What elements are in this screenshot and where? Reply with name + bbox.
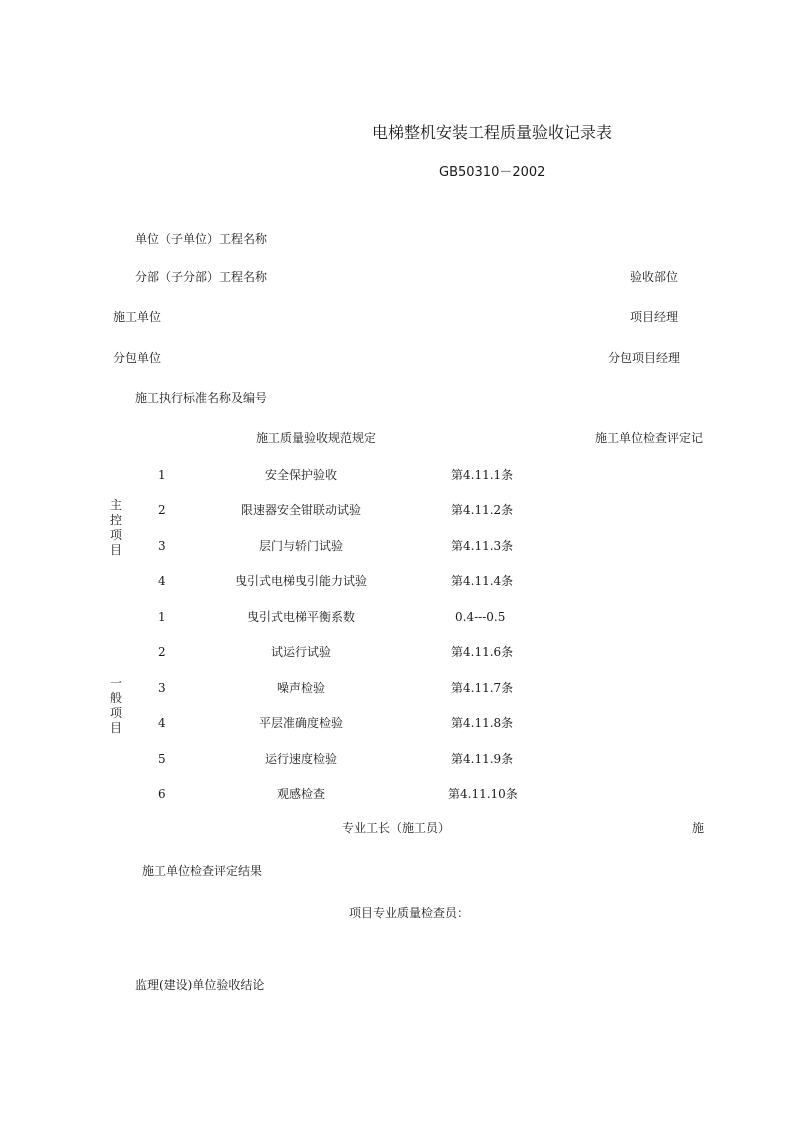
item-number: 3 xyxy=(158,539,166,553)
item-clause: 第4.11.4条 xyxy=(451,574,514,588)
construction-unit-label: 施工单位 xyxy=(113,310,162,324)
foreman-label: 专业工长（施工员） xyxy=(342,821,451,835)
item-clause: 第4.11.7条 xyxy=(451,681,514,695)
item-number: 5 xyxy=(158,752,166,766)
subcontract-unit-label: 分包单位 xyxy=(113,351,162,365)
item-clause: 第4.11.2条 xyxy=(451,503,514,517)
item-clause: 第4.11.10条 xyxy=(448,787,518,801)
general-group-label: 一般项目 xyxy=(109,676,122,735)
item-name: 运行速度检验 xyxy=(264,752,338,766)
item-name: 平层准确度检验 xyxy=(258,716,344,730)
unit-project-label: 单位（子单位）工程名称 xyxy=(135,232,268,246)
construction-result-label: 施工单位检查评定结果 xyxy=(142,864,263,878)
check-record-column-header: 施工单位检查评定记 xyxy=(595,431,704,445)
standard-code: GB50310－2002 xyxy=(439,165,546,180)
sub-project-label: 分部（子分部）工程名称 xyxy=(135,270,268,284)
quality-inspector-label: 项目专业质量检查员： xyxy=(349,906,470,920)
project-manager-label: 项目经理 xyxy=(630,310,679,324)
item-name: 曳引式电梯曳引能力试验 xyxy=(234,574,368,588)
subcontract-manager-label: 分包项目经理 xyxy=(608,351,681,365)
item-name: 层门与轿门试验 xyxy=(258,539,344,553)
item-number: 1 xyxy=(158,468,166,482)
item-clause: 第4.11.3条 xyxy=(451,539,514,553)
item-clause: 第4.11.6条 xyxy=(451,645,514,659)
item-number: 1 xyxy=(158,610,166,624)
item-number: 2 xyxy=(158,645,166,659)
item-clause: 第4.11.8条 xyxy=(451,716,514,730)
item-clause: 第4.11.1条 xyxy=(451,468,514,482)
item-number: 2 xyxy=(158,503,166,517)
item-name: 试运行试验 xyxy=(270,645,332,659)
main-group-label: 主控项目 xyxy=(109,498,122,557)
supervision-conclusion-label: 监理(建设)单位验收结论 xyxy=(135,978,265,992)
item-name: 限速器安全钳联动试验 xyxy=(240,503,362,517)
acceptance-part-label: 验收部位 xyxy=(630,270,679,284)
item-name: 安全保护验收 xyxy=(264,468,338,482)
item-number: 6 xyxy=(158,787,166,801)
item-clause: 0.4---0.5 xyxy=(455,610,506,624)
spec-column-header: 施工质量验收规范规定 xyxy=(256,431,377,445)
item-clause: 第4.11.9条 xyxy=(451,752,514,766)
item-number: 4 xyxy=(158,716,166,730)
form-title: 电梯整机安装工程质量验收记录表 xyxy=(372,123,613,142)
standard-name-label: 施工执行标准名称及编号 xyxy=(135,391,268,405)
item-number: 3 xyxy=(158,681,166,695)
item-name: 曳引式电梯平衡系数 xyxy=(246,610,356,624)
item-number: 4 xyxy=(158,574,166,588)
foreman-right-label: 施 xyxy=(692,821,705,835)
item-name: 观感检查 xyxy=(276,787,326,801)
item-name: 噪声检验 xyxy=(276,681,326,695)
